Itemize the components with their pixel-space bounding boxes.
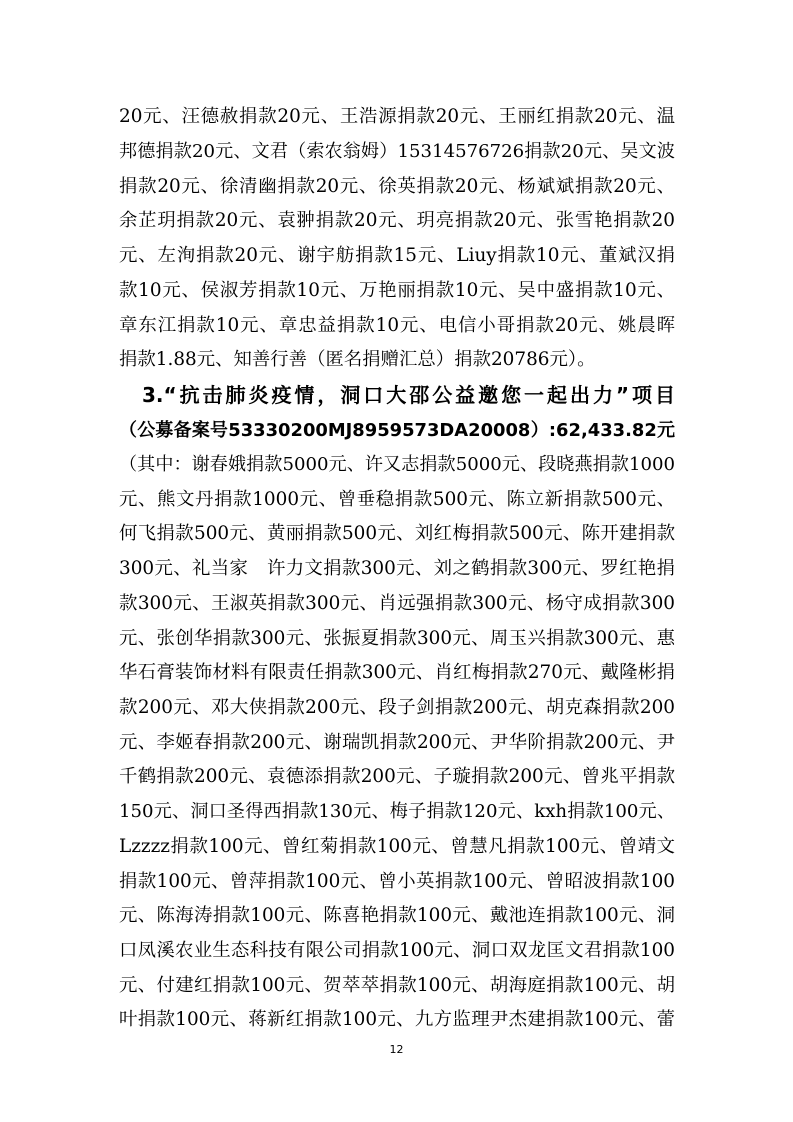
section-heading: （公募备案号53330200MJ8959573DA20008）:62,433.82元 [119,420,675,441]
body-text-line: 捐款20元、徐清幽捐款20元、徐英捐款20元、杨斌斌捐款20元、 [119,176,675,197]
body-text-line: 捐款100元、曾萍捐款100元、曾小英捐款100元、曾昭波捐款100 [119,871,675,892]
body-text-line: 元、张创华捐款300元、张振夏捐款300元、周玉兴捐款300元、惠 [119,628,675,649]
body-text-line: 何飞捐款500元、黄丽捐款500元、刘红梅捐款500元、陈开建捐款 [119,523,675,544]
body-text-line: 元、李姬春捐款200元、谢瑞凯捐款200元、尹华阶捐款200元、尹 [119,732,675,753]
body-text-line: 捐款1.88元、知善行善（匿名捐赠汇总）捐款20786元）。 [119,349,596,370]
body-text-line: 元、付建红捐款100元、贺萃萃捐款100元、胡海庭捐款100元、胡 [119,975,675,996]
page-number: 12 [389,1043,404,1056]
body-text-line: 元、陈海涛捐款100元、陈喜艳捐款100元、戴池连捐款100元、洞 [119,905,675,926]
body-text-line: 余芷玥捐款20元、袁翀捐款20元、玥亮捐款20元、张雪艳捐款20 [119,210,675,231]
body-text-line: 150元、洞口圣得西捐款130元、梅子捐款120元、kxh捐款100元、 [119,801,675,822]
body-text-line: Lzzzz捐款100元、曾红菊捐款100元、曾慧凡捐款100元、曾靖文 [119,836,675,857]
body-text-line: 叶捐款100元、蒋新红捐款100元、九方监理尹杰建捐款100元、蕾 [119,1009,675,1030]
section-heading: 3.“抗击肺炎疫情，洞口大邵公益邀您一起出力”项目 [119,383,675,407]
body-text-line: 千鹤捐款200元、袁德添捐款200元、子璇捐款200元、曾兆平捐款 [119,766,675,787]
body-text-line: 款300元、王淑英捐款300元、肖远强捐款300元、杨守成捐款300 [119,593,675,614]
body-text-line: 口凤溪农业生态科技有限公司捐款100元、洞口双龙匡文君捐款100 [119,940,675,961]
body-text-line: 华石膏装饰材料有限责任捐款300元、肖红梅捐款270元、戴隆彬捐 [119,662,675,683]
body-text-line: 款200元、邓大侠捐款200元、段子剑捐款200元、胡克森捐款200 [119,697,675,718]
body-text-line: 章东江捐款10元、章忠益捐款10元、电信小哥捐款20元、姚晨晖 [119,315,675,336]
body-text-line: 300元、礼当家 许力文捐款300元、刘之鹤捐款300元、罗红艳捐 [119,558,675,579]
body-text-line: 款10元、侯淑芳捐款10元、万艳丽捐款10元、吴中盛捐款10元、 [119,280,675,301]
body-text-line: 20元、汪德赦捐款20元、王浩源捐款20元、王丽红捐款20元、温 [119,106,675,127]
body-text-line: 元、左洵捐款20元、谢宇舫捐款15元、Liuy捐款10元、董斌汉捐 [119,245,675,266]
body-text-line: 元、熊文丹捐款1000元、曾垂稳捐款500元、陈立新捐款500元、 [119,489,675,510]
body-text-line: 邦德捐款20元、文君（索农翁姆）15314576726捐款20元、吴文波 [119,141,675,162]
body-text-line: （其中：谢春娥捐款5000元、许又志捐款5000元、段晓燕捐款1000 [119,454,675,475]
